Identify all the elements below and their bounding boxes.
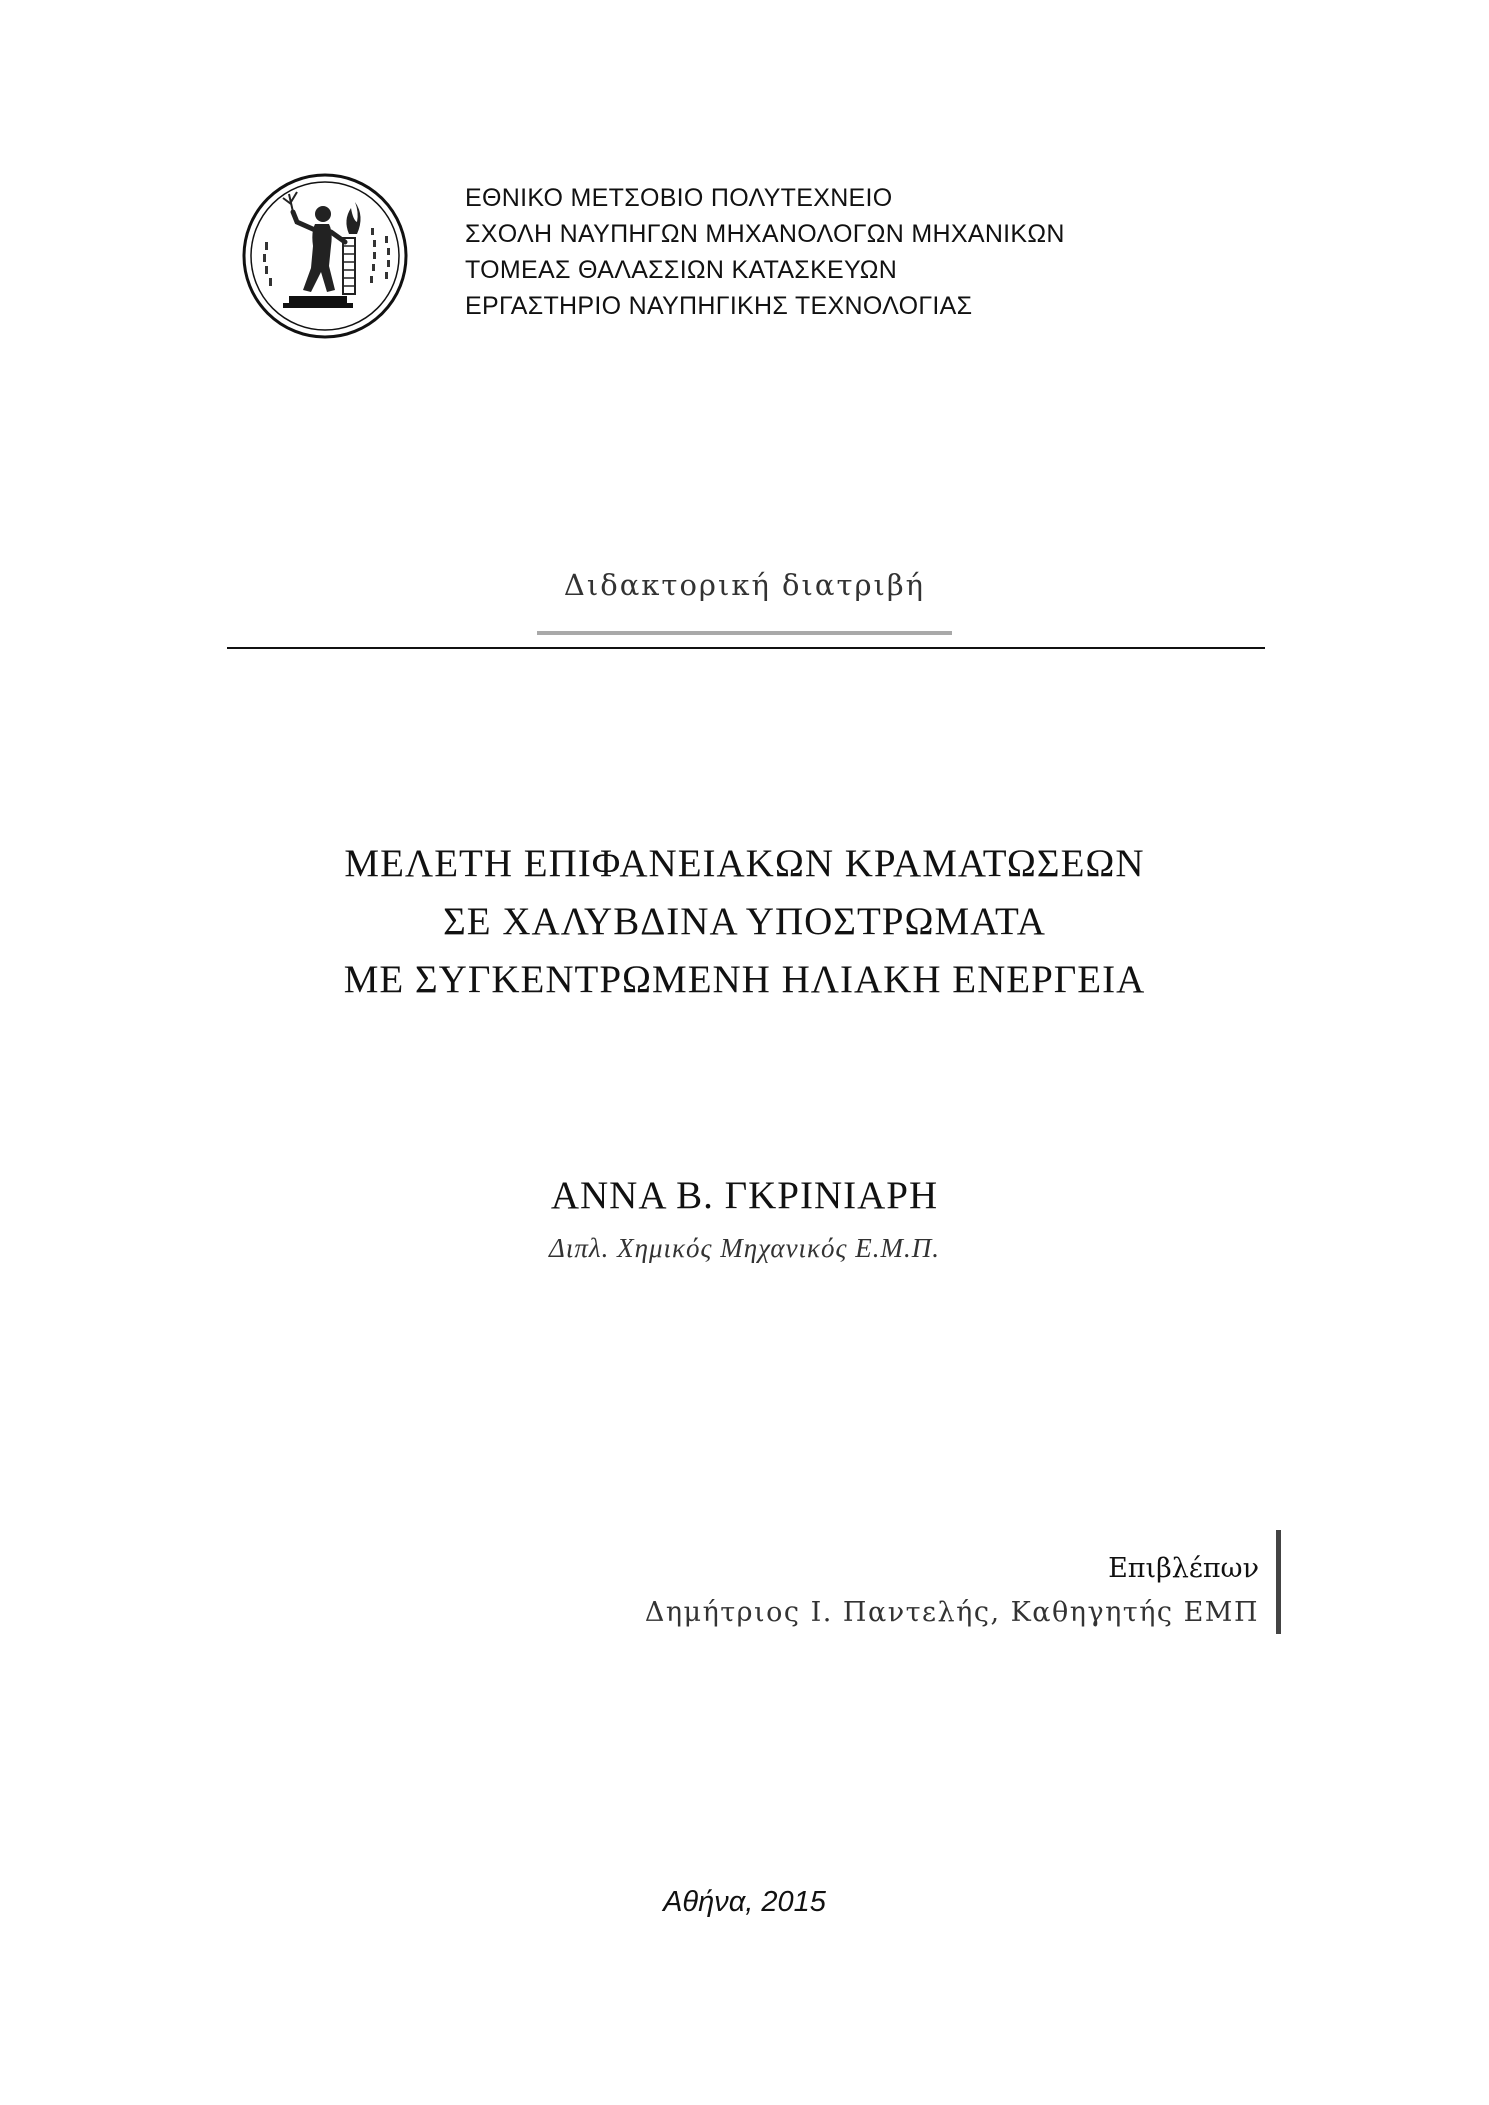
supervisor-block: [645, 1547, 1259, 1635]
institution-department: ΤΟΜΕΑΣ ΘΑΛΑΣΣΙΩΝ ΚΑΤΑΣΚΕΥΩΝ: [465, 256, 898, 284]
institution-block: [465, 180, 1065, 324]
place-date: Αθήνα, 2015: [663, 1886, 826, 1918]
institution-school: ΣΧΟΛΗ ΝΑΥΠΗΓΩΝ ΜΗΧΑΝΟΛΟΓΩΝ ΜΗΧΑΝΙΚΩΝ: [465, 220, 1065, 248]
supervisor-name: Δημήτριος Ι. Παντελής, Καθηγητής ΕΜΠ: [644, 1597, 1259, 1628]
supervisor-vertical-bar: [1276, 1530, 1281, 1634]
ntua-seal-icon: [241, 172, 409, 340]
institution-laboratory: ΕΡΓΑΣΤΗΡΙΟ ΝΑΥΠΗΓΙΚΗΣ ΤΕΧΝΟΛΟΓΙΑΣ: [465, 292, 973, 320]
document-type: Διδακτορική διατριβή: [563, 568, 926, 602]
supervisor-label: Επιβλέπων: [1108, 1553, 1259, 1584]
horizontal-rule: [227, 647, 1265, 649]
document-type-underline: [537, 631, 952, 635]
author-degree: Διπλ. Χημικός Μηχανικός Ε.Μ.Π.: [549, 1233, 940, 1263]
title-line-1: ΜΕΛΕΤΗ ΕΠΙΦΑΝΕΙΑΚΩΝ ΚΡΑΜΑΤΩΣΕΩΝ: [344, 842, 1145, 885]
title-line-3: ΜΕ ΣΥΓΚΕΝΤΡΩΜΕΝΗ ΗΛΙΑΚΗ ΕΝΕΡΓΕΙΑ: [343, 958, 1146, 1001]
thesis-title: [0, 835, 1489, 1009]
author-name: ΑΝΝΑ Β. ΓΚΡΙΝΙΑΡΗ: [550, 1174, 939, 1217]
title-line-2: ΣΕ ΧΑΛΥΒΔΙΝΑ ΥΠΟΣΤΡΩΜΑΤΑ: [443, 900, 1046, 943]
institution-university: ΕΘΝΙΚΟ ΜΕΤΣΟΒΙΟ ΠΟΛΥΤΕΧΝΕΙΟ: [465, 184, 893, 212]
